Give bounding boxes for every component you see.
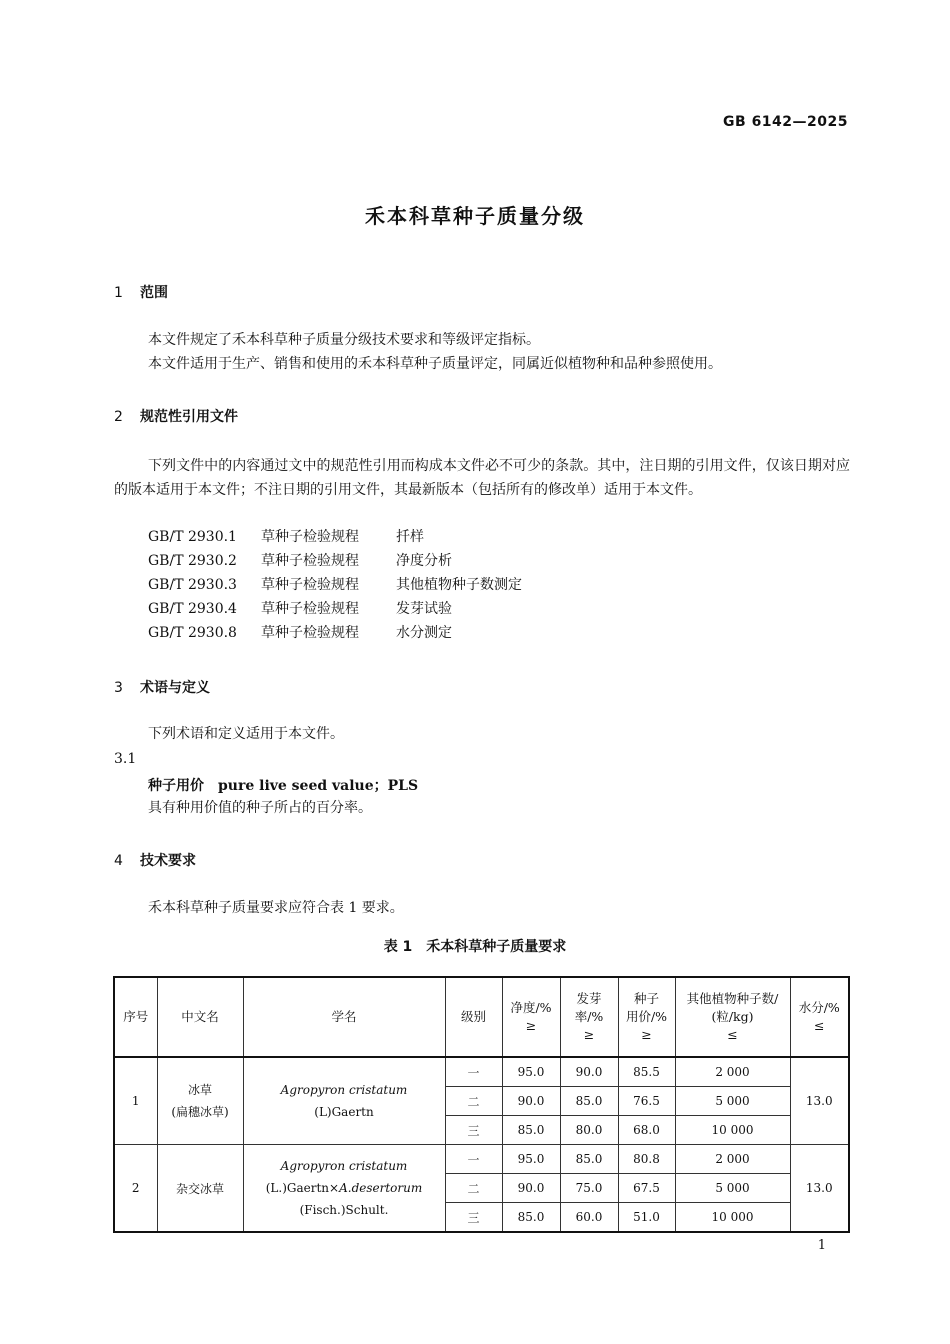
cell-purity: 90.0 — [502, 1174, 560, 1203]
ref-part: 净度分析 — [396, 553, 452, 569]
cell-cn-name: 冰草 (扁穗冰草) — [157, 1057, 243, 1145]
cell-other-seeds: 5 000 — [675, 1087, 790, 1116]
paragraph: 下列文件中的内容通过文中的规范性引用而构成本文件必不可少的条款。其中，注日期的引用文件，仅该日期对应的版本适用于本文件；不注日期的引用文件，其最新版本（包括所有的修改单）适用于本文件。 — [114, 458, 850, 498]
paragraph: 本文件规定了禾本科草种子质量分级技术要求和等级评定指标。 — [148, 332, 540, 348]
cell-purity: 95.0 — [502, 1057, 560, 1087]
cell-purity: 85.0 — [502, 1116, 560, 1145]
ref-series: 草种子检验规程 — [261, 601, 359, 617]
ref-series: 草种子检验规程 — [261, 553, 359, 569]
cell-purity: 85.0 — [502, 1203, 560, 1233]
cell-purity: 95.0 — [502, 1145, 560, 1174]
table-row — [114, 1057, 849, 1087]
section-title: 范围 — [140, 285, 168, 301]
cell-pls: 68.0 — [618, 1116, 675, 1145]
cell-moisture: 13.0 — [790, 1057, 849, 1145]
cell-purity: 90.0 — [502, 1087, 560, 1116]
cell-no: 2 — [114, 1145, 157, 1233]
header-sci-name: 学名 — [243, 977, 445, 1057]
ref-code: GB/T 2930.3 — [148, 577, 237, 593]
header-moisture: 水分/% ≤ — [790, 977, 849, 1057]
section-3-heading — [114, 677, 210, 697]
header-cn-name: 中文名 — [157, 977, 243, 1057]
cell-pls: 85.5 — [618, 1057, 675, 1087]
paragraph: 下列术语和定义适用于本文件。 — [148, 726, 344, 742]
reference-item — [148, 597, 452, 621]
ref-part: 发芽试验 — [396, 601, 452, 617]
term-chinese: 种子用价 — [148, 778, 204, 794]
ref-series: 草种子检验规程 — [261, 577, 359, 593]
cell-sci-name: Agropyron cristatum (L)Gaertn — [243, 1057, 445, 1145]
section-4-heading — [114, 850, 196, 870]
ref-series: 草种子检验规程 — [261, 529, 359, 545]
section-number: 2 — [114, 409, 123, 425]
section-title: 规范性引用文件 — [140, 409, 238, 425]
cell-germination: 85.0 — [560, 1145, 618, 1174]
ref-series: 草种子检验规程 — [261, 625, 359, 641]
cell-pls: 76.5 — [618, 1087, 675, 1116]
section-number: 1 — [114, 285, 123, 301]
cell-grade: 二 — [445, 1174, 502, 1203]
header-other-seeds: 其他植物种子数/ (粒/kg) ≤ — [675, 977, 790, 1057]
reference-item — [148, 573, 522, 597]
cell-grade: 三 — [445, 1116, 502, 1145]
cell-cn-name: 杂交冰草 — [157, 1145, 243, 1233]
cell-sci-name: Agropyron cristatum (L.)Gaertn×A.desertorum (Fisch.)Schult. — [243, 1145, 445, 1233]
term-entry — [148, 775, 418, 795]
cell-germination: 75.0 — [560, 1174, 618, 1203]
header-germination: 发芽 率/% ≥ — [560, 977, 618, 1057]
cell-moisture: 13.0 — [790, 1145, 849, 1233]
document-title: 禾本科草种子质量分级 — [365, 204, 585, 228]
cell-pls: 67.5 — [618, 1174, 675, 1203]
cell-pls: 51.0 — [618, 1203, 675, 1233]
cell-germination: 90.0 — [560, 1057, 618, 1087]
cell-grade: 一 — [445, 1057, 502, 1087]
header-no: 序号 — [114, 977, 157, 1057]
section-title: 术语与定义 — [140, 680, 210, 696]
section-title: 技术要求 — [140, 853, 196, 869]
section-number: 3 — [114, 680, 123, 696]
section-number: 4 — [114, 853, 123, 869]
page-number: 1 — [817, 1238, 826, 1253]
paragraph: 禾本科草种子质量要求应符合表 1 要求。 — [148, 900, 404, 916]
ref-code: GB/T 2930.1 — [148, 529, 237, 545]
cell-other-seeds: 2 000 — [675, 1145, 790, 1174]
paragraph: 本文件适用于生产、销售和使用的禾本科草种子质量评定，同属近似植物种和品种参照使用。 — [148, 356, 722, 372]
cell-other-seeds: 5 000 — [675, 1174, 790, 1203]
cell-germination: 85.0 — [560, 1087, 618, 1116]
cell-other-seeds: 2 000 — [675, 1057, 790, 1087]
ref-part: 扦样 — [396, 529, 424, 545]
cell-other-seeds: 10 000 — [675, 1203, 790, 1233]
reference-item — [148, 621, 452, 645]
section-2-heading — [114, 406, 238, 426]
cell-germination: 60.0 — [560, 1203, 618, 1233]
ref-code: GB/T 2930.8 — [148, 625, 237, 641]
reference-item — [148, 549, 452, 573]
section-1-heading — [114, 282, 168, 302]
term-english: pure live seed value；PLS — [218, 778, 419, 794]
table-header-row — [114, 977, 849, 1057]
table-row — [114, 1145, 849, 1174]
cell-other-seeds: 10 000 — [675, 1116, 790, 1145]
ref-code: GB/T 2930.2 — [148, 553, 237, 569]
cell-grade: 一 — [445, 1145, 502, 1174]
header-pls: 种子 用价/% ≥ — [618, 977, 675, 1057]
cell-pls: 80.8 — [618, 1145, 675, 1174]
seed-quality-table — [113, 976, 850, 1233]
ref-part: 水分测定 — [396, 625, 452, 641]
ref-code: GB/T 2930.4 — [148, 601, 237, 617]
cell-no: 1 — [114, 1057, 157, 1145]
standard-number: GB 6142—2025 — [723, 114, 848, 130]
term-definition: 具有种用价值的种子所占的百分率。 — [148, 800, 372, 816]
cell-germination: 80.0 — [560, 1116, 618, 1145]
table-caption: 表 1 禾本科草种子质量要求 — [383, 939, 567, 955]
ref-part: 其他植物种子数测定 — [396, 577, 522, 593]
cell-grade: 二 — [445, 1087, 502, 1116]
reference-item — [148, 525, 424, 549]
cell-grade: 三 — [445, 1203, 502, 1233]
header-grade: 级别 — [445, 977, 502, 1057]
term-number: 3.1 — [114, 751, 137, 767]
header-purity: 净度/% ≥ — [502, 977, 560, 1057]
